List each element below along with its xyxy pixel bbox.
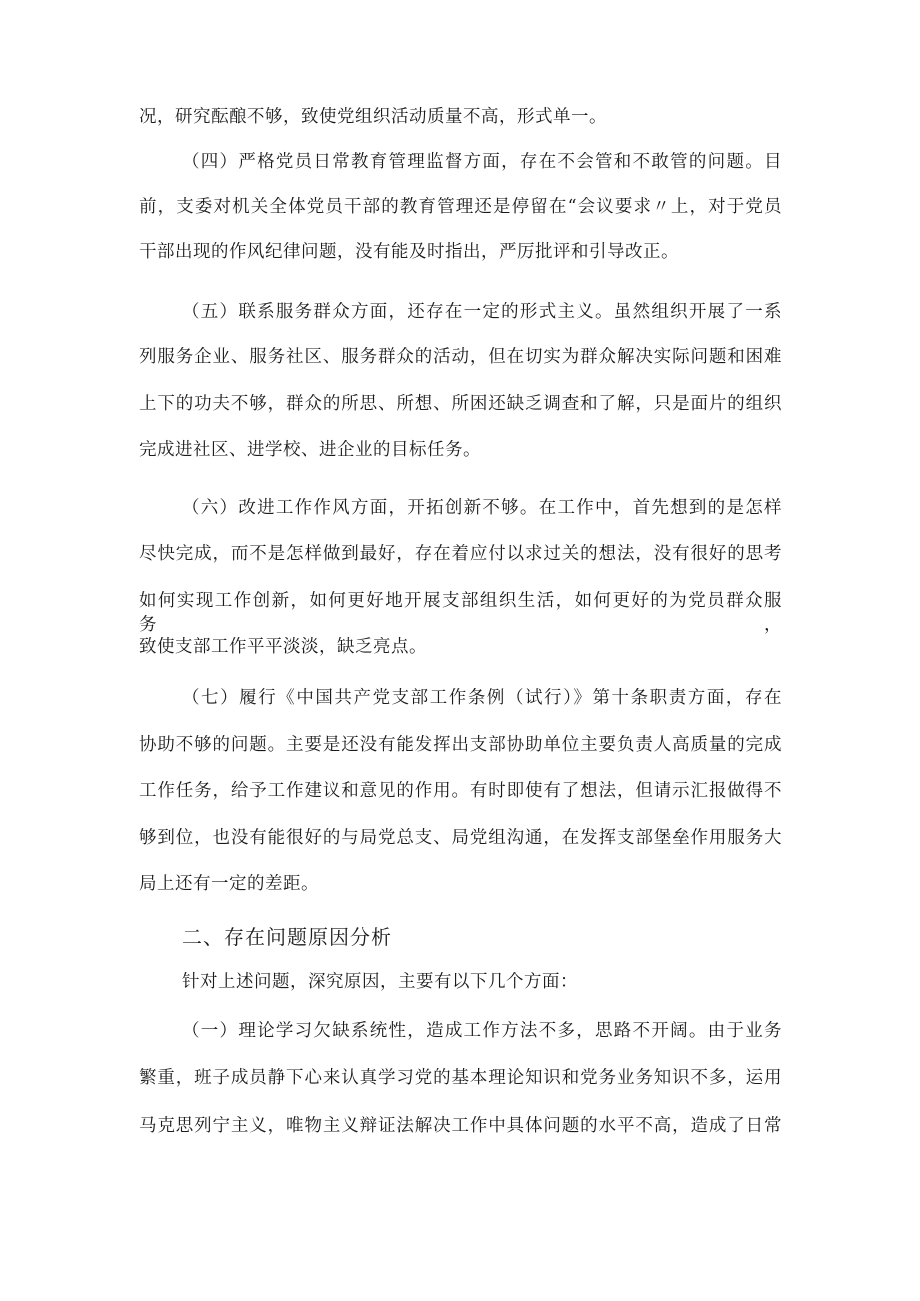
text-line: （六）改进工作作风方面，开拓创新不够。在工作中，首先想到的是怎样 xyxy=(182,498,782,518)
text-line: 协助不够的问题。主要是还没有能发挥出支部协助单位主要负责人高质量的完成 xyxy=(139,735,782,755)
text-line: （七）履行《中国共产党支部工作条例（试行）》第十条职责方面，存在 xyxy=(182,688,782,708)
text-line: 况，研究酝酿不够，致使党组织活动质量不高，形式单一。 xyxy=(139,107,607,127)
text-line: （五）联系服务群众方面，还存在一定的形式主义。虽然组织开展了一系 xyxy=(182,302,782,322)
text-line: 工作任务，给予工作建议和意见的作用。有时即使有了想法，但请示汇报做得不 xyxy=(139,781,782,801)
text-line: 如何实现工作创新，如何更好地开展支部组织生活，如何更好的为党员群众服务， xyxy=(139,591,782,635)
text-line: 针对上述问题，深究原因，主要有以下几个方面： xyxy=(182,972,578,992)
text-line: 马克思列宁主义，唯物主义辩证法解决工作中具体问题的水平不高，造成了日常 xyxy=(139,1116,782,1136)
text-line: （一）理论学习欠缺系统性，造成工作方法不多，思路不开阔。由于业务 xyxy=(182,1021,782,1041)
text-line: 前，支委对机关全体党员干部的教育管理还是停留在“会议要求〃上，对于党员 xyxy=(139,197,782,217)
section-heading: 二、存在问题原因分析 xyxy=(182,925,392,949)
text-line: 尽快完成，而不是怎样做到最好，存在着应付以求过关的想法，没有很好的思考 xyxy=(139,544,782,564)
text-line: 完成进社区、进学校、进企业的目标任务。 xyxy=(139,440,481,460)
text-line: 上下的功夫不够，群众的所思、所想、所困还缺乏调查和了解，只是面片的组织 xyxy=(139,394,782,414)
text-line: （四）严格党员日常教育管理监督方面，存在不会管和不敢管的问题。目 xyxy=(182,152,782,172)
text-line: 列服务企业、服务社区、服务群众的活动，但在切实为群众解决实际问题和困难 xyxy=(139,347,782,367)
text-line: 繁重，班子成员静下心来认真学习党的基本理论知识和党务业务知识不多，运用 xyxy=(139,1068,782,1088)
text-line: 够到位，也没有能很好的与局党总支、局党组沟通，在发挥支部堡垒作用服务大 xyxy=(139,828,782,848)
text-line: 局上还有一定的差距。 xyxy=(139,874,319,894)
text-line: 干部出现的作风纪律问题，没有能及时指出，严厉批评和引导改正。 xyxy=(139,242,679,262)
text-line: 致使支部工作平平淡淡，缺乏亮点。 xyxy=(139,637,427,657)
